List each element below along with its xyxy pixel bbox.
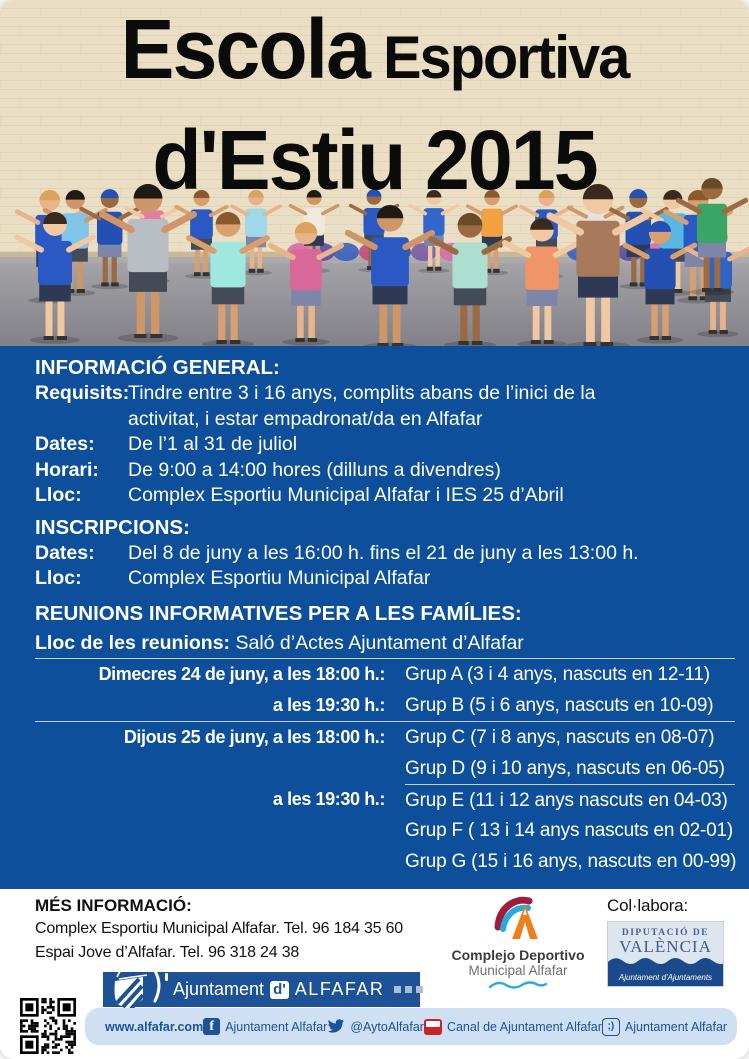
banner-word-ajuntament: Ajuntament bbox=[173, 979, 265, 999]
hero-photo bbox=[0, 0, 749, 346]
facebook-icon: f bbox=[203, 1018, 220, 1035]
info-general-heading: INFORMACIÓ GENERAL: bbox=[35, 356, 280, 379]
collabora-label: Col·labora: bbox=[607, 896, 688, 915]
schedule-row: a les 19:30 h.: Grup B (5 i 6 anys, nascuts en 10-09) bbox=[272, 695, 714, 716]
social-bar bbox=[85, 1008, 737, 1045]
schedule-row: Grup G (15 i 16 anys, nascuts en 00-99) bbox=[405, 851, 737, 872]
schedule-row: Grup F ( 13 i 14 anys nascuts en 02-01) bbox=[405, 820, 734, 841]
facebook-link[interactable]: f Ajuntament Alfafar bbox=[203, 1018, 327, 1035]
inscripcions-heading: INSCRIPCIONS: bbox=[35, 515, 190, 539]
schedule-row: Grup D (9 i 10 anys, nascuts en 06-05) bbox=[405, 758, 725, 779]
row-dates: Dates: De l’1 al 31 de juliol bbox=[35, 433, 298, 455]
app-link[interactable]: ;) Ajuntament Alfafar bbox=[602, 1018, 727, 1036]
banner-dots bbox=[394, 986, 423, 993]
website-link[interactable]: www.alfafar.com bbox=[105, 1019, 204, 1034]
mes-informacio bbox=[35, 894, 403, 965]
twitter-icon bbox=[327, 1019, 345, 1034]
complejo-a-icon bbox=[492, 893, 544, 941]
schedule-row: a les 19:30 h.: Grup E (11 i 12 anys nascuts en 04-03) bbox=[35, 784, 735, 815]
diputacio-valencia-logo: DIPUTACIÓ DE VALÈNCIA Ajuntament d'Ajuntaments bbox=[607, 921, 724, 987]
twitter-link[interactable]: @AytoAlfafar bbox=[327, 1019, 424, 1034]
contact-line-espai-jove: Espai Jove d’Alfafar. Tel. 96 318 24 38 bbox=[35, 944, 300, 961]
youtube-icon bbox=[424, 1019, 442, 1035]
schedule-row: Dijous 25 de juny, a les 18:00 h.: Grup C (7 i 8 anys, nascuts en 08-07) bbox=[35, 721, 735, 753]
wave-icon bbox=[488, 979, 548, 991]
reunions-lloc: Lloc de les reunions: Saló d’Actes Ajuntament d’Alfafar bbox=[35, 631, 524, 654]
reunions-schedule bbox=[35, 658, 735, 877]
diputacio-band: Ajuntament d'Ajuntaments bbox=[608, 960, 723, 986]
row-inscr-dates: Dates: Del 8 de juny a les 16:00 h. fins el 21 de juny a les 13:00 h. bbox=[35, 541, 639, 564]
banner-d-mark: d' bbox=[270, 981, 289, 999]
contact-line-complex: Complex Esportiu Municipal Alfafar. Tel. 96 184 35 60 bbox=[35, 920, 403, 937]
ajuntament-alfafar-banner bbox=[103, 972, 420, 1007]
youtube-link[interactable]: Canal de Ajuntament Alfafar bbox=[424, 1019, 602, 1035]
qr-code bbox=[20, 998, 76, 1054]
smiley-app-icon: ;) bbox=[602, 1018, 620, 1036]
title-escola: Escola bbox=[120, 2, 370, 96]
footer bbox=[0, 889, 749, 1059]
poster-title bbox=[15, 2, 734, 228]
mes-informacio-heading: MÉS INFORMACIÓ: bbox=[35, 896, 192, 915]
row-inscr-lloc: Lloc: Complex Esportiu Municipal Alfafar bbox=[35, 567, 431, 589]
title-esportiva: Esportiva bbox=[369, 24, 629, 91]
row-horari: Horari: De 9:00 a 14:00 hores (dilluns a divendres) bbox=[35, 458, 501, 481]
row-lloc: Lloc: Complex Esportiu Municipal Alfafar i IES 25 d’Abril bbox=[35, 484, 564, 506]
reunions-heading: REUNIONS INFORMATIVES PER A LES FAMÍLIES: bbox=[35, 601, 522, 625]
complejo-deportivo-logo: Complejo Deportivo Municipal Alfafar bbox=[448, 893, 588, 996]
alfafar-crest-icon bbox=[109, 959, 171, 1015]
title-line2: d'Estiu 2015 bbox=[152, 113, 597, 207]
title-line1 bbox=[15, 2, 734, 117]
info-panel bbox=[0, 346, 749, 889]
row-requisits: Requisits: Tindre entre 3 i 16 anys, complits abans de l’inici de la activitat, i estar empadronat/da en Alfafar bbox=[35, 382, 596, 430]
schedule-row: Dimecres 24 de juny, a les 18:00 h.: Grup A (3 i 4 anys, nascuts en 12-11) bbox=[35, 658, 735, 690]
banner-word-alfafar: ALFAFAR bbox=[294, 979, 385, 999]
